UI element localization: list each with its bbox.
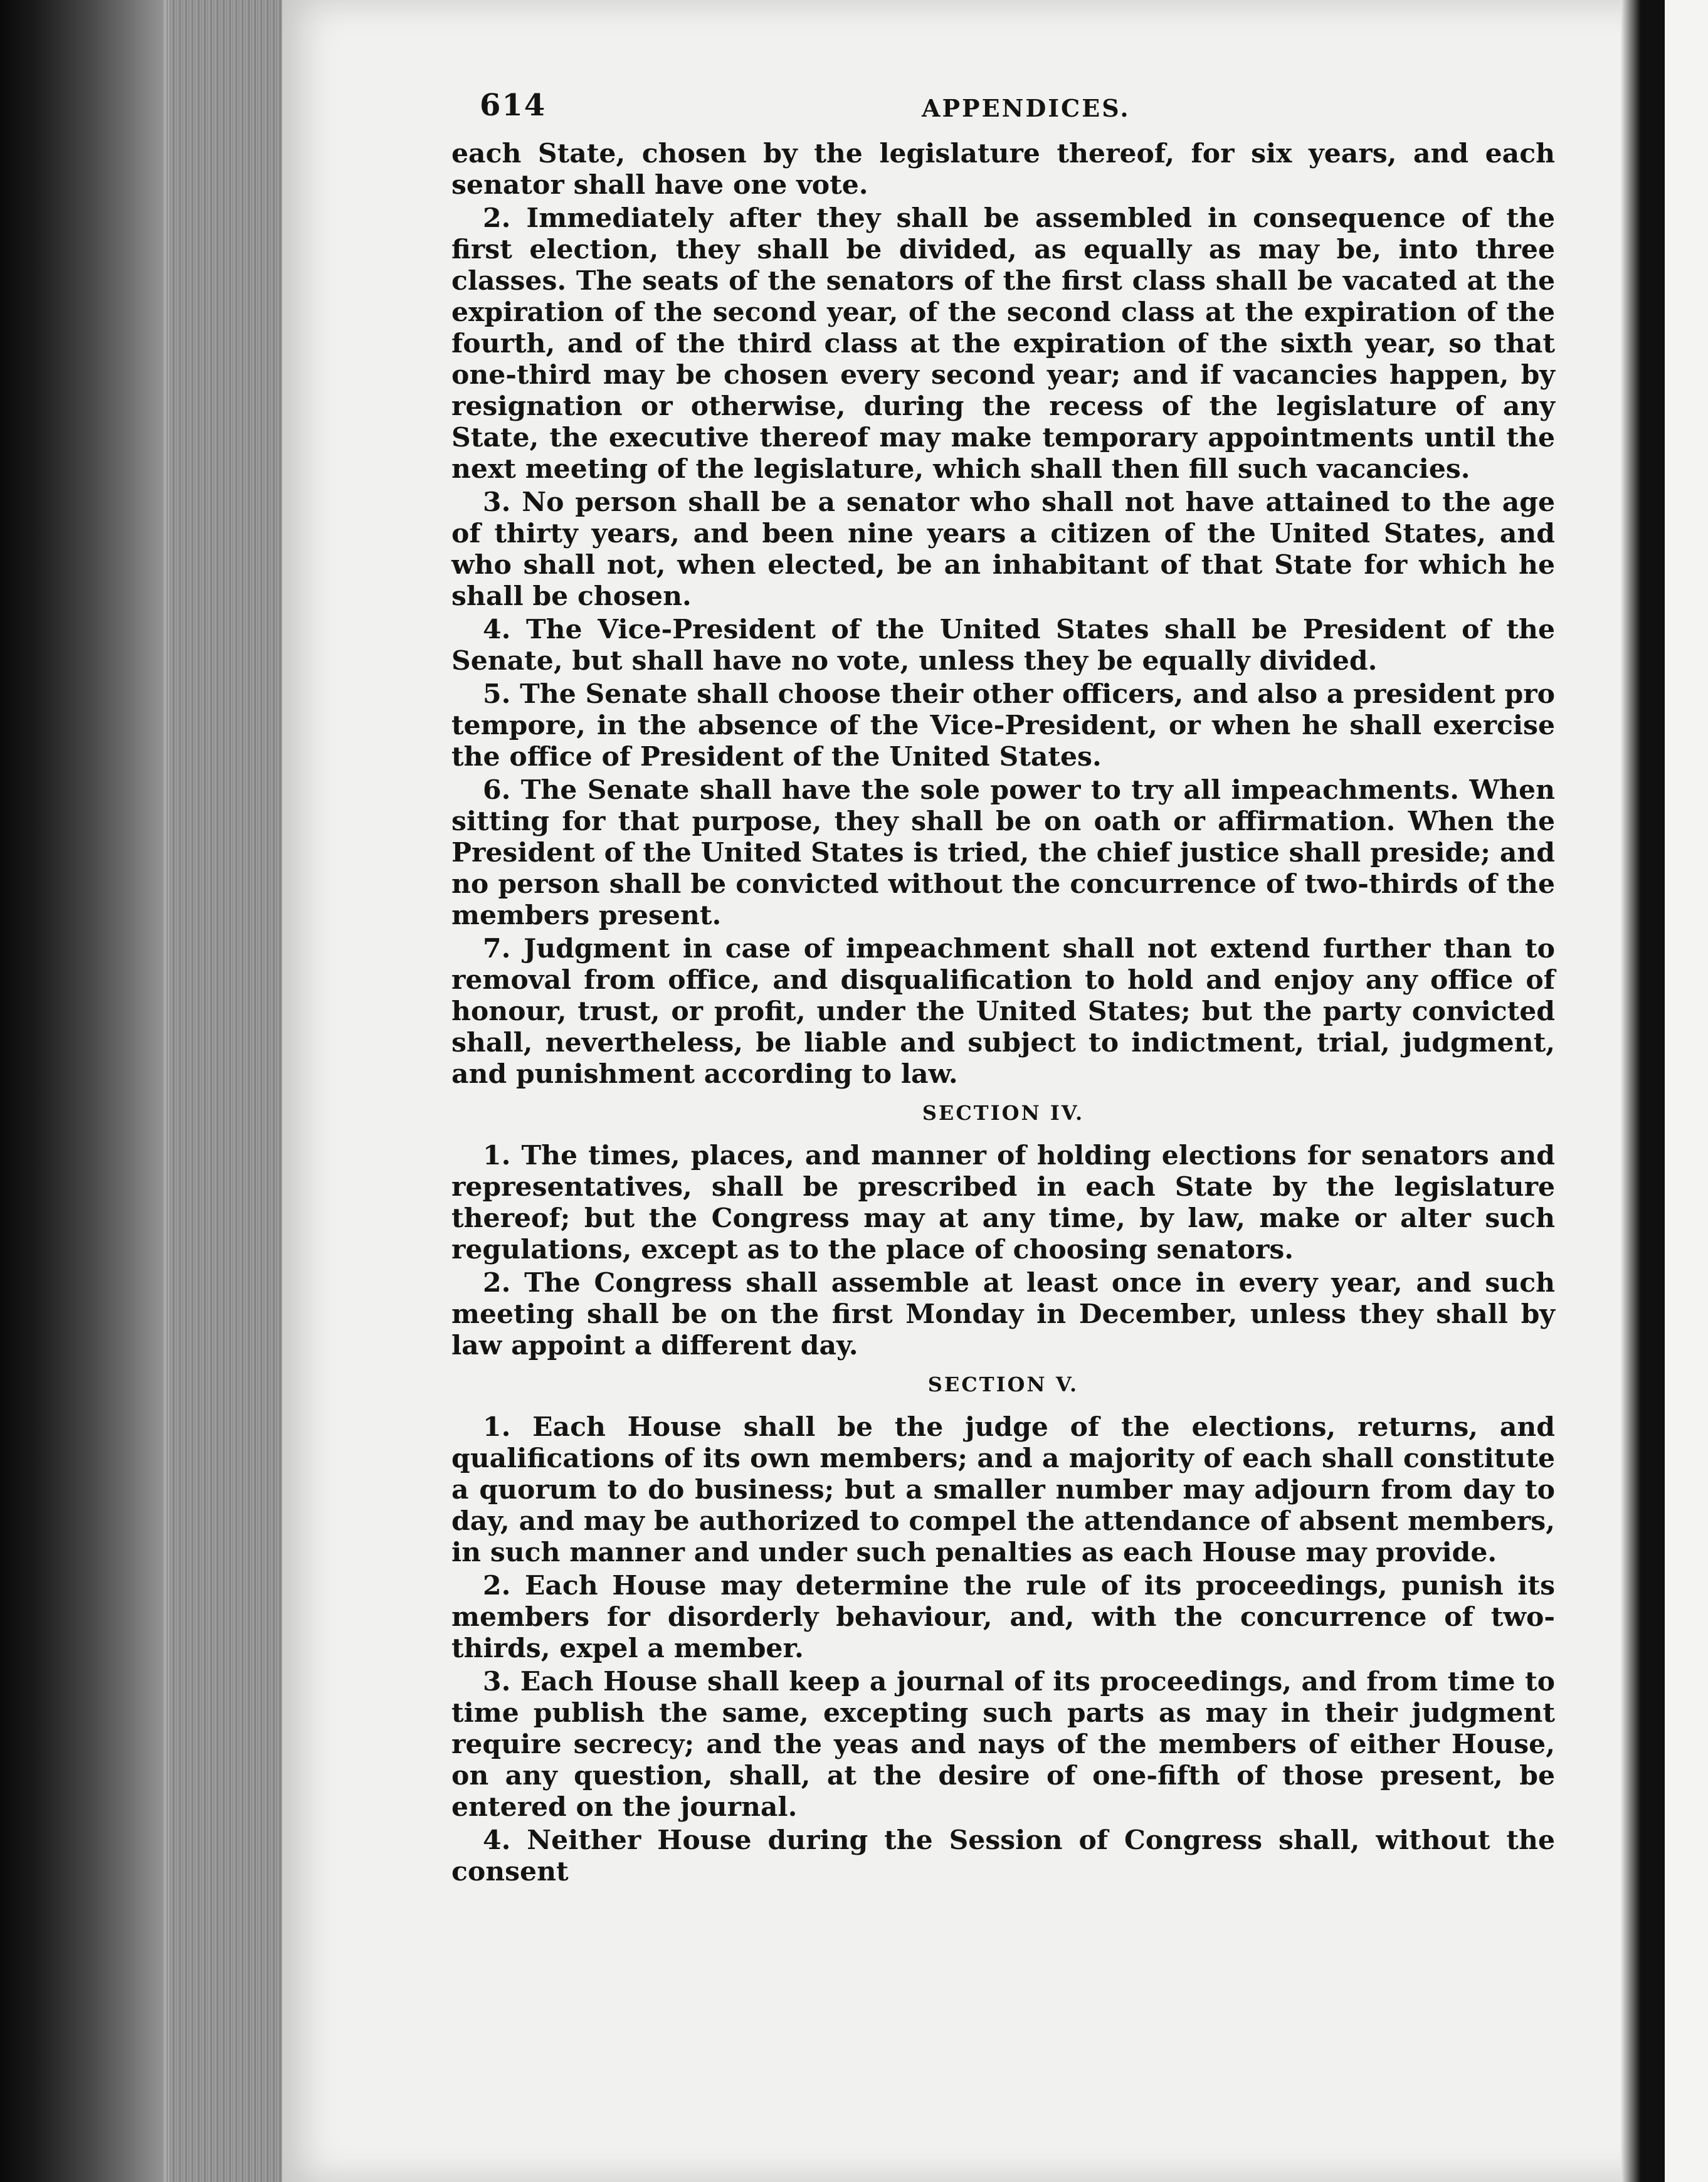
page-content: [451, 69, 1555, 1887]
book-spine: [0, 0, 169, 2182]
page-gutter-shadow: [1621, 0, 1665, 2182]
scan-margin: [1665, 0, 1708, 2182]
paragraph-section-iv-2: 2. The Congress shall assemble at least once in every year, and such meeting shall be on the first Monday in December, unless they shall by law appoint a different day.: [451, 1267, 1555, 1361]
paragraph-section-v-1: 1. Each House shall be the judge of the elections, returns, and qualifications of its own members; and a majority of each shall constitute a quorum to do business; but a smaller number may adjourn from day to day, and may be authorized to compel the attendance of absent members, in such manner and under such penalties as each House may provide.: [451, 1411, 1555, 1568]
paragraph-clause-7: 7. Judgment in case of impeachment shall not extend further than to removal from office, and disqualification to hold and enjoy any office of honour, trust, or profit, under the United States; but the party convicted shall, nevertheless, be liable and subject to indictment, trial, judgment, and punishment according to law.: [451, 933, 1555, 1090]
paragraph-section-v-2: 2. Each House may determine the rule of its proceedings, punish its members for disorderly behaviour, and, with the concurrence of two-thirds, expel a member.: [451, 1570, 1555, 1664]
section-heading-v: SECTION V.: [927, 1373, 1079, 1396]
paragraph-clause-3: 3. No person shall be a senator who shall not have attained to the age of thirty years, and been nine years a citizen of the United States, and who shall not, when elected, be an inhabitant of that State for which he shall be chosen.: [451, 487, 1555, 612]
paragraph-clause-6: 6. The Senate shall have the sole power to try all impeachments. When sitting for that purpose, they shall be on oath or affirmation. When the President of the United States is tried, the chief justice shall preside; and no person shall be convicted without the concurrence of two-thirds of the members present.: [451, 774, 1555, 931]
paragraph-continuation: each State, chosen by the legislature thereof, for six years, and each senator shall have one vote.: [451, 138, 1555, 201]
paragraph-clause-4: 4. The Vice-President of the United States shall be President of the Senate, but shall have no vote, unless they be equally divided.: [451, 614, 1555, 677]
section-heading-iv: SECTION IV.: [922, 1101, 1085, 1125]
running-title: APPENDICES.: [922, 94, 1131, 122]
paragraph-clause-5: 5. The Senate shall choose their other officers, and also a president pro tempore, in the absence of the Vice-President, or when he shall exercise the office of President of the United States.: [451, 678, 1555, 772]
paragraph-section-v-3: 3. Each House shall keep a journal of its proceedings, and from time to time publish the same, excepting such parts as may in their judgment require secrecy; and the yeas and nays of the members of either House, on any question, shall, at the desire of one-fifth of those present, be entered on the journal.: [451, 1666, 1555, 1823]
paragraph-section-iv-1: 1. The times, places, and manner of holding elections for senators and representatives, shall be prescribed in each State by the legislature thereof; but the Congress may at any time, by law, make or alter such regulations, except as to the place of choosing senators.: [451, 1140, 1555, 1265]
paragraph-section-v-4: 4. Neither House during the Session of Congress shall, without the consent: [451, 1825, 1555, 1887]
running-head: [451, 69, 1555, 138]
paragraph-clause-2: 2. Immediately after they shall be assembled in consequence of the first election, they shall be divided, as equally as may be, into three classes. The seats of the senators of the first class shall be vacated at the expiration of the second year, of the second class at the expiration of the fourth, and of the third class at the expiration of the sixth year, so that one-third may be chosen every second year; and if vacancies happen, by resignation or otherwise, during the recess of the legislature of any State, the executive thereof may make temporary appointments until the next meeting of the legislature, which shall then fill such vacancies.: [451, 203, 1555, 485]
page-number: 614: [480, 88, 547, 123]
